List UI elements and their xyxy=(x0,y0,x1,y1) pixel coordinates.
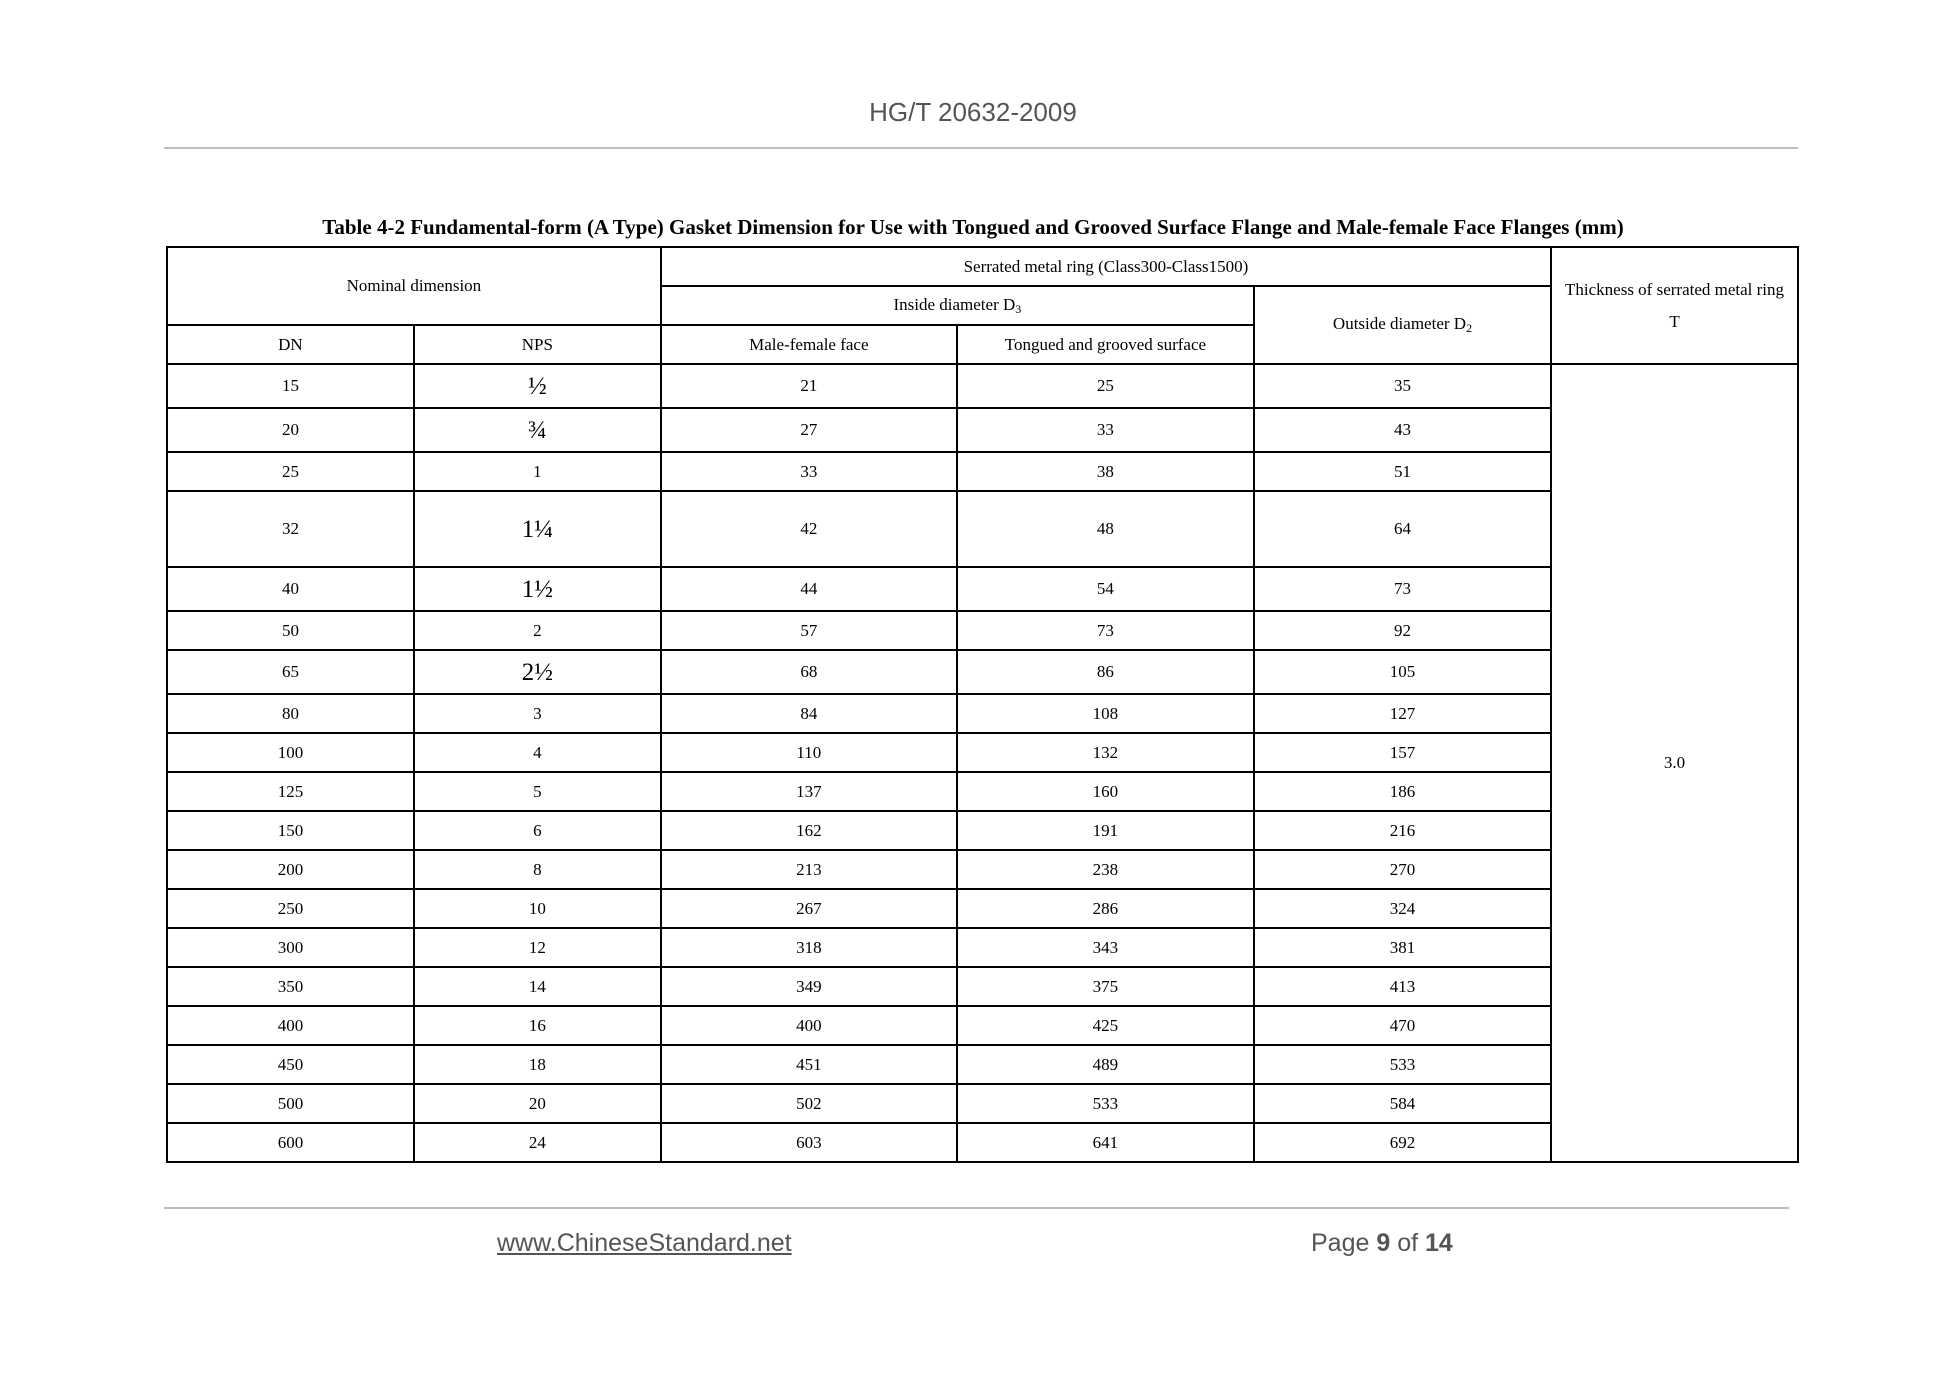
cell-tongued-grooved-id: 238 xyxy=(957,850,1254,889)
header-nps: NPS xyxy=(414,325,661,364)
cell-nps: 16 xyxy=(414,1006,661,1045)
cell-male-female-id: 21 xyxy=(661,364,957,408)
cell-nps: 1¼ xyxy=(414,491,661,567)
cell-outside-diameter: 324 xyxy=(1254,889,1551,928)
cell-male-female-id: 349 xyxy=(661,967,957,1006)
cell-dn: 350 xyxy=(167,967,414,1006)
cell-dn: 150 xyxy=(167,811,414,850)
cell-tongued-grooved-id: 38 xyxy=(957,452,1254,491)
header-male-female-face: Male-female face xyxy=(661,325,957,364)
cell-dn: 20 xyxy=(167,408,414,452)
header-nominal-dimension: Nominal dimension xyxy=(167,247,661,325)
cell-outside-diameter: 127 xyxy=(1254,694,1551,733)
cell-outside-diameter: 186 xyxy=(1254,772,1551,811)
cell-nps: 8 xyxy=(414,850,661,889)
cell-male-female-id: 162 xyxy=(661,811,957,850)
cell-outside-diameter: 533 xyxy=(1254,1045,1551,1084)
page-total: 14 xyxy=(1425,1229,1453,1257)
cell-male-female-id: 400 xyxy=(661,1006,957,1045)
header-divider xyxy=(164,147,1798,149)
cell-dn: 65 xyxy=(167,650,414,694)
cell-nps: 24 xyxy=(414,1123,661,1162)
cell-outside-diameter: 51 xyxy=(1254,452,1551,491)
cell-tongued-grooved-id: 160 xyxy=(957,772,1254,811)
cell-male-female-id: 33 xyxy=(661,452,957,491)
cell-nps: 2½ xyxy=(414,650,661,694)
cell-dn: 250 xyxy=(167,889,414,928)
cell-tongued-grooved-id: 108 xyxy=(957,694,1254,733)
header-outside-diameter xyxy=(1254,286,1551,364)
cell-nps: 20 xyxy=(414,1084,661,1123)
cell-outside-diameter: 157 xyxy=(1254,733,1551,772)
cell-outside-diameter: 470 xyxy=(1254,1006,1551,1045)
cell-male-female-id: 502 xyxy=(661,1084,957,1123)
cell-tongued-grooved-id: 48 xyxy=(957,491,1254,567)
cell-dn: 300 xyxy=(167,928,414,967)
cell-thickness-value: 3.0 xyxy=(1551,364,1798,1162)
cell-outside-diameter: 584 xyxy=(1254,1084,1551,1123)
cell-male-female-id: 603 xyxy=(661,1123,957,1162)
cell-nps: 1 xyxy=(414,452,661,491)
cell-male-female-id: 451 xyxy=(661,1045,957,1084)
cell-nps: 4 xyxy=(414,733,661,772)
cell-outside-diameter: 73 xyxy=(1254,567,1551,611)
page-prefix: Page xyxy=(1311,1229,1377,1257)
table-row xyxy=(167,364,1798,408)
cell-dn: 450 xyxy=(167,1045,414,1084)
cell-male-female-id: 110 xyxy=(661,733,957,772)
cell-outside-diameter: 43 xyxy=(1254,408,1551,452)
cell-outside-diameter: 216 xyxy=(1254,811,1551,850)
cell-nps: 2 xyxy=(414,611,661,650)
cell-outside-diameter: 413 xyxy=(1254,967,1551,1006)
cell-nps: 12 xyxy=(414,928,661,967)
cell-dn: 32 xyxy=(167,491,414,567)
page-current: 9 xyxy=(1376,1229,1391,1257)
page-of: of xyxy=(1390,1229,1425,1257)
cell-nps: 3 xyxy=(414,694,661,733)
cell-dn: 600 xyxy=(167,1123,414,1162)
cell-nps: ½ xyxy=(414,364,661,408)
cell-dn: 25 xyxy=(167,452,414,491)
cell-male-female-id: 42 xyxy=(661,491,957,567)
cell-tongued-grooved-id: 343 xyxy=(957,928,1254,967)
footer-website-link[interactable]: www.ChineseStandard.net xyxy=(497,1229,792,1257)
cell-male-female-id: 84 xyxy=(661,694,957,733)
cell-tongued-grooved-id: 375 xyxy=(957,967,1254,1006)
header-thickness xyxy=(1551,247,1798,364)
cell-male-female-id: 318 xyxy=(661,928,957,967)
cell-tongued-grooved-id: 73 xyxy=(957,611,1254,650)
cell-tongued-grooved-id: 25 xyxy=(957,364,1254,408)
cell-tongued-grooved-id: 54 xyxy=(957,567,1254,611)
cell-nps: 1½ xyxy=(414,567,661,611)
cell-nps: 18 xyxy=(414,1045,661,1084)
cell-dn: 40 xyxy=(167,567,414,611)
cell-male-female-id: 68 xyxy=(661,650,957,694)
footer-page-indicator xyxy=(1311,1229,1453,1258)
cell-tongued-grooved-id: 425 xyxy=(957,1006,1254,1045)
cell-nps: 5 xyxy=(414,772,661,811)
table-caption: Table 4-2 Fundamental-form (A Type) Gasket Dimension for Use with Tongued and Grooved Surface Flange and Male-female Face Flanges (mm) xyxy=(322,215,1624,239)
cell-tongued-grooved-id: 132 xyxy=(957,733,1254,772)
cell-dn: 125 xyxy=(167,772,414,811)
cell-male-female-id: 57 xyxy=(661,611,957,650)
cell-outside-diameter: 35 xyxy=(1254,364,1551,408)
cell-male-female-id: 267 xyxy=(661,889,957,928)
cell-dn: 100 xyxy=(167,733,414,772)
cell-nps: ¾ xyxy=(414,408,661,452)
cell-outside-diameter: 92 xyxy=(1254,611,1551,650)
cell-dn: 50 xyxy=(167,611,414,650)
header-tongued-grooved-surface: Tongued and grooved surface xyxy=(957,325,1254,364)
header-dn: DN xyxy=(167,325,414,364)
cell-outside-diameter: 105 xyxy=(1254,650,1551,694)
cell-dn: 500 xyxy=(167,1084,414,1123)
header-outside-diameter-subscript: 2 xyxy=(1466,321,1473,335)
cell-male-female-id: 213 xyxy=(661,850,957,889)
gasket-dimension-table xyxy=(166,246,1799,1163)
cell-male-female-id: 27 xyxy=(661,408,957,452)
cell-tongued-grooved-id: 286 xyxy=(957,889,1254,928)
footer-divider xyxy=(164,1207,1789,1209)
cell-male-female-id: 44 xyxy=(661,567,957,611)
cell-outside-diameter: 692 xyxy=(1254,1123,1551,1162)
cell-dn: 80 xyxy=(167,694,414,733)
cell-nps: 10 xyxy=(414,889,661,928)
header-thickness-label: Thickness of serrated metal ring xyxy=(1565,279,1785,299)
document-header-title: HG/T 20632-2009 xyxy=(869,97,1077,127)
cell-tongued-grooved-id: 191 xyxy=(957,811,1254,850)
cell-outside-diameter: 270 xyxy=(1254,850,1551,889)
cell-male-female-id: 137 xyxy=(661,772,957,811)
cell-outside-diameter: 381 xyxy=(1254,928,1551,967)
cell-dn: 400 xyxy=(167,1006,414,1045)
header-serrated-metal-ring: Serrated metal ring (Class300-Class1500) xyxy=(661,247,1551,286)
cell-tongued-grooved-id: 533 xyxy=(957,1084,1254,1123)
header-inside-diameter xyxy=(661,286,1254,325)
cell-dn: 200 xyxy=(167,850,414,889)
cell-outside-diameter: 64 xyxy=(1254,491,1551,567)
cell-tongued-grooved-id: 641 xyxy=(957,1123,1254,1162)
table-body xyxy=(167,364,1798,1162)
header-outside-diameter-label: Outside diameter D xyxy=(1332,314,1467,333)
cell-nps: 6 xyxy=(414,811,661,850)
header-inside-diameter-subscript: 3 xyxy=(1015,301,1022,316)
header-thickness-symbol: T xyxy=(1669,311,1680,331)
cell-tongued-grooved-id: 86 xyxy=(957,650,1254,694)
cell-nps: 14 xyxy=(414,967,661,1006)
cell-dn: 15 xyxy=(167,364,414,408)
cell-tongued-grooved-id: 33 xyxy=(957,408,1254,452)
cell-tongued-grooved-id: 489 xyxy=(957,1045,1254,1084)
header-inside-diameter-label: Inside diameter D xyxy=(893,294,1016,314)
